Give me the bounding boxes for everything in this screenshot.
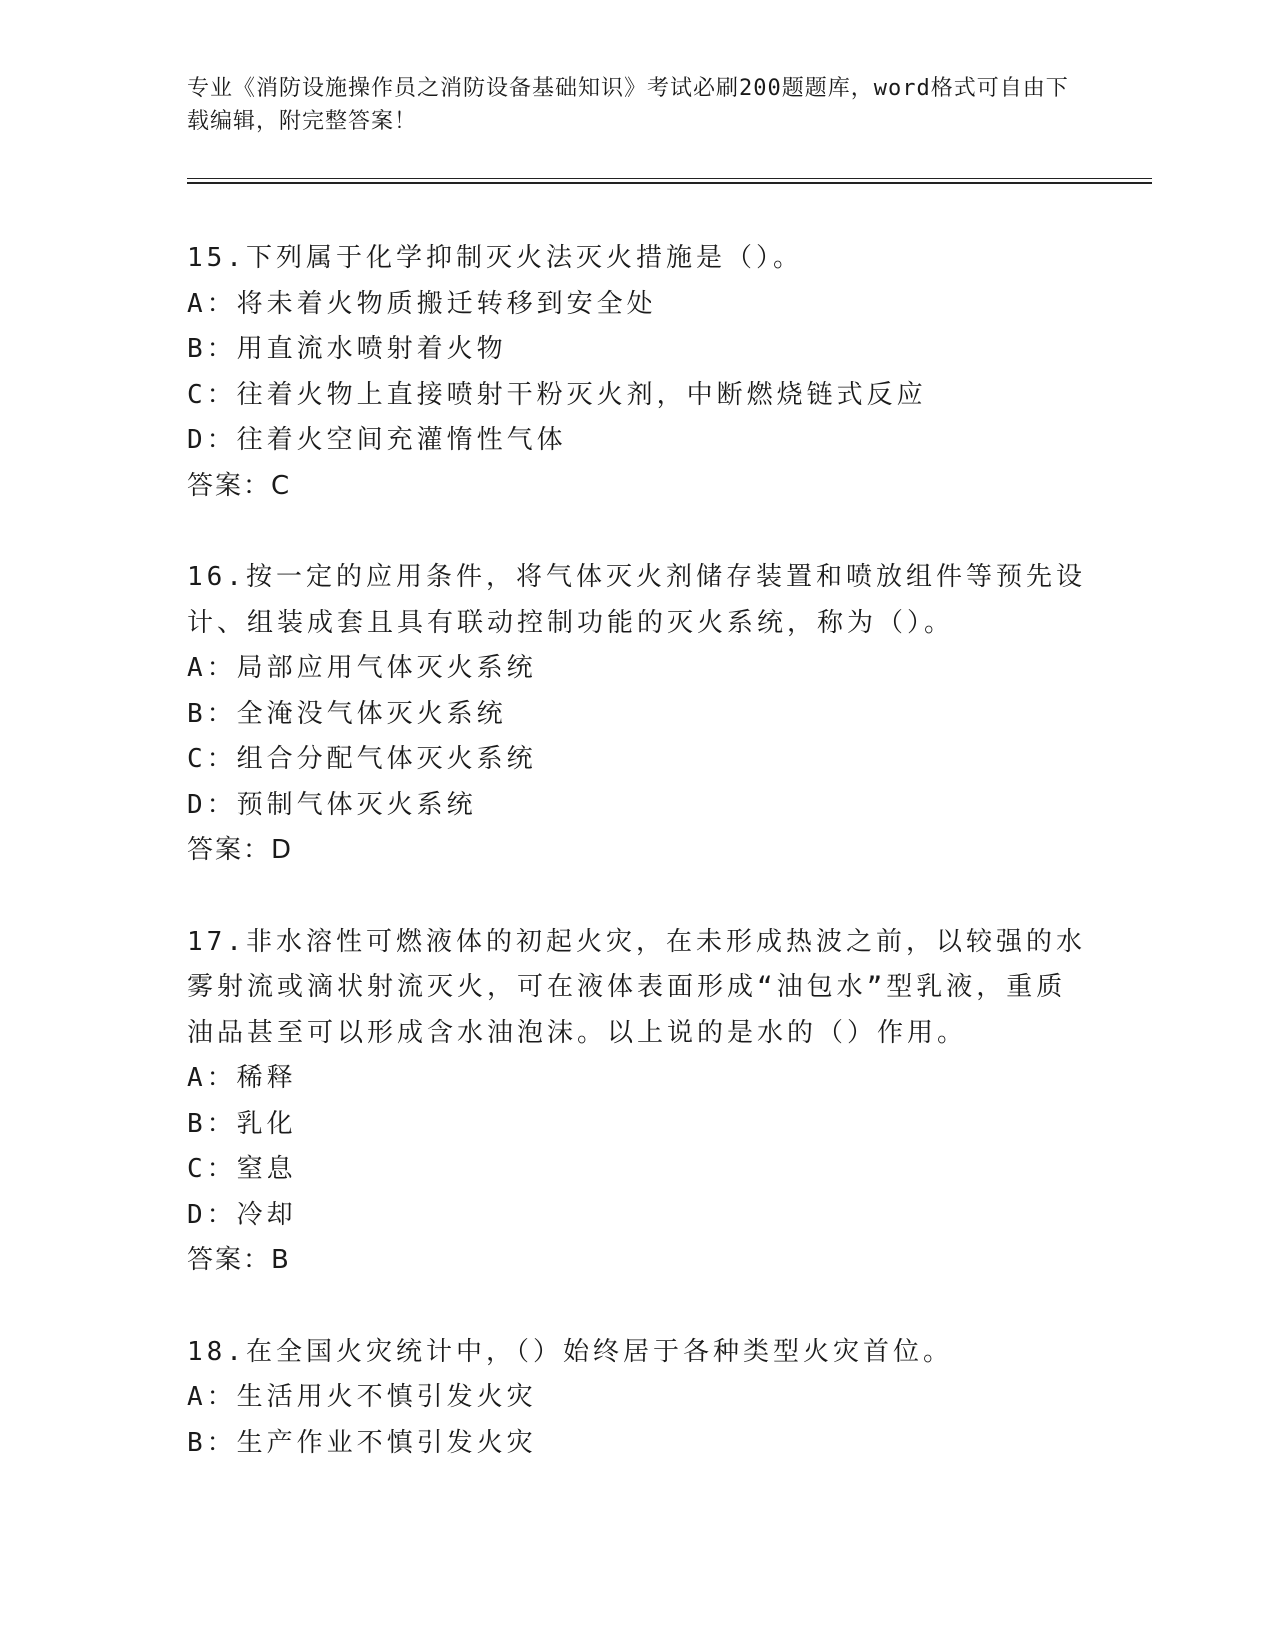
question-16	[187, 555, 1087, 874]
option-b: B：生产作业不慎引发火灾	[187, 1427, 537, 1458]
question-17	[187, 920, 1087, 1284]
option-c: C：组合分配气体灭火系统	[187, 744, 537, 774]
option-b: B：乳化	[187, 1108, 297, 1139]
option-d: D：往着火空间充灌惰性气体	[187, 425, 567, 455]
option-c: C：窒息	[187, 1154, 297, 1184]
option-b: B：用直流水喷射着火物	[187, 334, 507, 364]
header-title: 专业《消防设施操作员之消防设备基础知识》考试必刷200题题库，word格式可自由下载编辑，附完整答案！	[187, 76, 1069, 134]
question-stem: 15.下列属于化学抑制灭火法灭火措施是（）。	[187, 243, 803, 273]
document-header	[187, 72, 1087, 138]
question-15	[187, 236, 1087, 509]
question-stem: 18.在全国火灾统计中，（）始终居于各种类型火灾首位。	[187, 1336, 953, 1367]
question-stem: 16.按一定的应用条件，将气体灭火剂储存装置和喷放组件等预先设计、组装成套且具有联动控制功能的灭火系统，称为（）。	[187, 562, 1086, 638]
answer: 答案：B	[187, 1245, 291, 1275]
header-divider-thin	[187, 178, 1152, 179]
answer: 答案：C	[187, 470, 292, 501]
question-list	[187, 236, 1087, 1512]
question-18	[187, 1330, 1087, 1467]
option-a: A：将未着火物质搬迁转移到安全处	[187, 288, 657, 319]
option-d: D：冷却	[187, 1199, 297, 1230]
header-divider-thick	[187, 182, 1152, 184]
option-a: A：生活用火不慎引发火灾	[187, 1382, 537, 1412]
option-c: C：往着火物上直接喷射干粉灭火剂，中断燃烧链式反应	[187, 379, 927, 410]
option-d: D：预制气体灭火系统	[187, 789, 477, 820]
option-a: A：局部应用气体灭火系统	[187, 653, 537, 683]
option-b: B：全淹没气体灭火系统	[187, 698, 507, 729]
option-a: A：稀释	[187, 1063, 297, 1093]
question-stem: 17.非水溶性可燃液体的初起火灾，在未形成热波之前，以较强的水雾射流或滴状射流灭火，可在液体表面形成“油包水”型乳液，重质油品甚至可以形成含水油泡沫。以上说的是水的（）作用。	[187, 926, 1086, 1048]
answer: 答案：D	[187, 835, 294, 865]
